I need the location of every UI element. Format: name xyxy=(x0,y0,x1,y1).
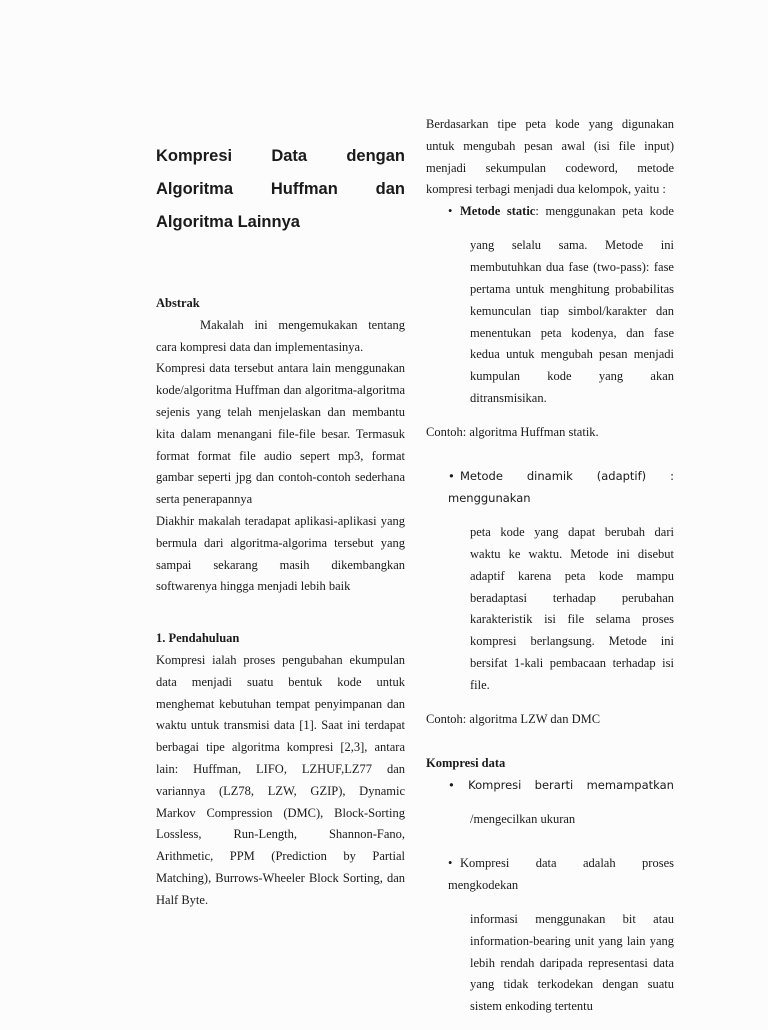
compression-item-2-body: informasi menggunakan bit atau information-bearing unit yang lain yang lebih rendah daripada representasi data yang tidak terkodekan dengan suatu sistem enkoding tertentu xyxy=(470,911,674,1014)
title-word: Data xyxy=(271,147,308,165)
abstract-paragraph-2: Kompresi data tersebut antara lain menggunakan kode/algoritma Huffman dan algoritma-algoritma sejenis yang telah menjelaskan dan membantu kita dalam menangani file-file besar. Termasuk format format file audio sepert mp3, format gambar seperti jpg dan contoh-contoh sederhana serta penerapannya xyxy=(156,361,405,507)
abstract-heading: Abstrak xyxy=(156,296,200,310)
title-word: Huffman xyxy=(270,180,338,198)
static-method-item xyxy=(426,201,674,410)
title-word: dengan xyxy=(346,147,405,165)
intro-paragraph: Kompresi ialah proses pengubahan ekumpulan data menjadi suatu bentuk kode untuk menghemat kebutuhan tempat penyimpanan dan waktu untuk transmisi data [1]. Saat ini terdapat berbagai tipe algoritma kompresi [2,3], antara lain: Huffman, LIFO, LZHUF,LZ77 dan variannya (LZ78, LZW, GZIP), Dynamic Markov Compression (DMC), Block-Sorting Lossless, Run-Length, Shannon-Fano, Arithmetic, PPM (Prediction by Partial Matching), Burrows-Wheeler Block Sorting, dan Half Byte. xyxy=(156,652,405,907)
title-line-1 xyxy=(156,140,405,173)
static-method-first-line xyxy=(426,201,674,223)
title-word: Algoritma xyxy=(156,180,234,198)
static-method-label: Metode static xyxy=(460,204,536,219)
left-column xyxy=(156,140,405,912)
title-line-2 xyxy=(156,173,405,206)
compression-word: berarti xyxy=(534,777,574,792)
static-method-body: yang selalu sama. Metode ini membutuhkan dua fase (two-pass): fase pertama untuk menghitung probabilitas kemunculan tiap simbol/karakter dan menentukan peta kodenya, dan fase kedua untuk mengubah pesan menjadi kumpulan kode yang akan ditransmisikan. xyxy=(470,238,674,406)
title-word: Kompresi xyxy=(156,147,233,165)
dynamic-method-body: peta kode yang dapat berubah dari waktu ke waktu. Metode ini disebut adaptif karena peta kode mampu beradaptasi terhadap perubahan karakteristik isi file selama proses kompresi berlangsung. Metode ini bersifat 1-kali pembacaan terhadap isi file. xyxy=(470,525,674,692)
dynamic-method-first-line xyxy=(426,466,674,510)
paper-title xyxy=(156,140,405,239)
compression-item-2-first-line xyxy=(426,853,674,897)
compression-word: Kompresi xyxy=(468,777,522,792)
compression-item-1 xyxy=(426,775,674,831)
bullet-icon: • xyxy=(448,469,455,484)
abstract-paragraph-1: Makalah ini mengemukakan tentang cara kompresi data dan implementasinya. xyxy=(156,317,405,354)
compression-item-1-body: /mengecilkan ukuran xyxy=(470,812,576,827)
bullet-icon: • xyxy=(448,855,453,870)
compression-heading: Kompresi data xyxy=(426,755,506,770)
dynamic-method-first-text: Metode dinamik (adaptif) : menggunakan xyxy=(448,469,674,505)
compression-item-2-first-text: Kompresi data adalah proses mengkodekan xyxy=(448,855,674,892)
right-column xyxy=(426,114,674,1030)
example-1: Contoh: algoritma Huffman statik. xyxy=(426,425,599,440)
bullet-icon: • xyxy=(448,777,455,792)
static-method-first-text: : menggunakan peta kode xyxy=(535,204,674,219)
abstract-paragraph-3: Diakhir makalah teradapat aplikasi-aplikasi yang bermula dari algoritma-algorima tersebut yang sampai sekarang masih dikembangkan softwarenya hingga menjadi lebih baik xyxy=(156,513,405,594)
methods-intro-paragraph: Berdasarkan tipe peta kode yang digunakan untuk mengubah pesan awal (isi file input) menjadi sekumpulan codeword, metode kompresi terbagi menjadi dua kelompok, yaitu : xyxy=(426,117,674,197)
example-2: Contoh: algoritma LZW dan DMC xyxy=(426,712,601,727)
compression-item-2 xyxy=(426,853,674,1018)
compression-item-1-first-line xyxy=(426,775,674,797)
bullet-icon: • xyxy=(448,204,453,219)
title-line-3: Algoritma Lainnya xyxy=(156,213,300,231)
intro-heading: 1. Pendahuluan xyxy=(156,631,240,646)
title-word: dan xyxy=(375,180,405,198)
compression-word: memampatkan xyxy=(586,777,674,792)
dynamic-method-item xyxy=(426,466,674,696)
